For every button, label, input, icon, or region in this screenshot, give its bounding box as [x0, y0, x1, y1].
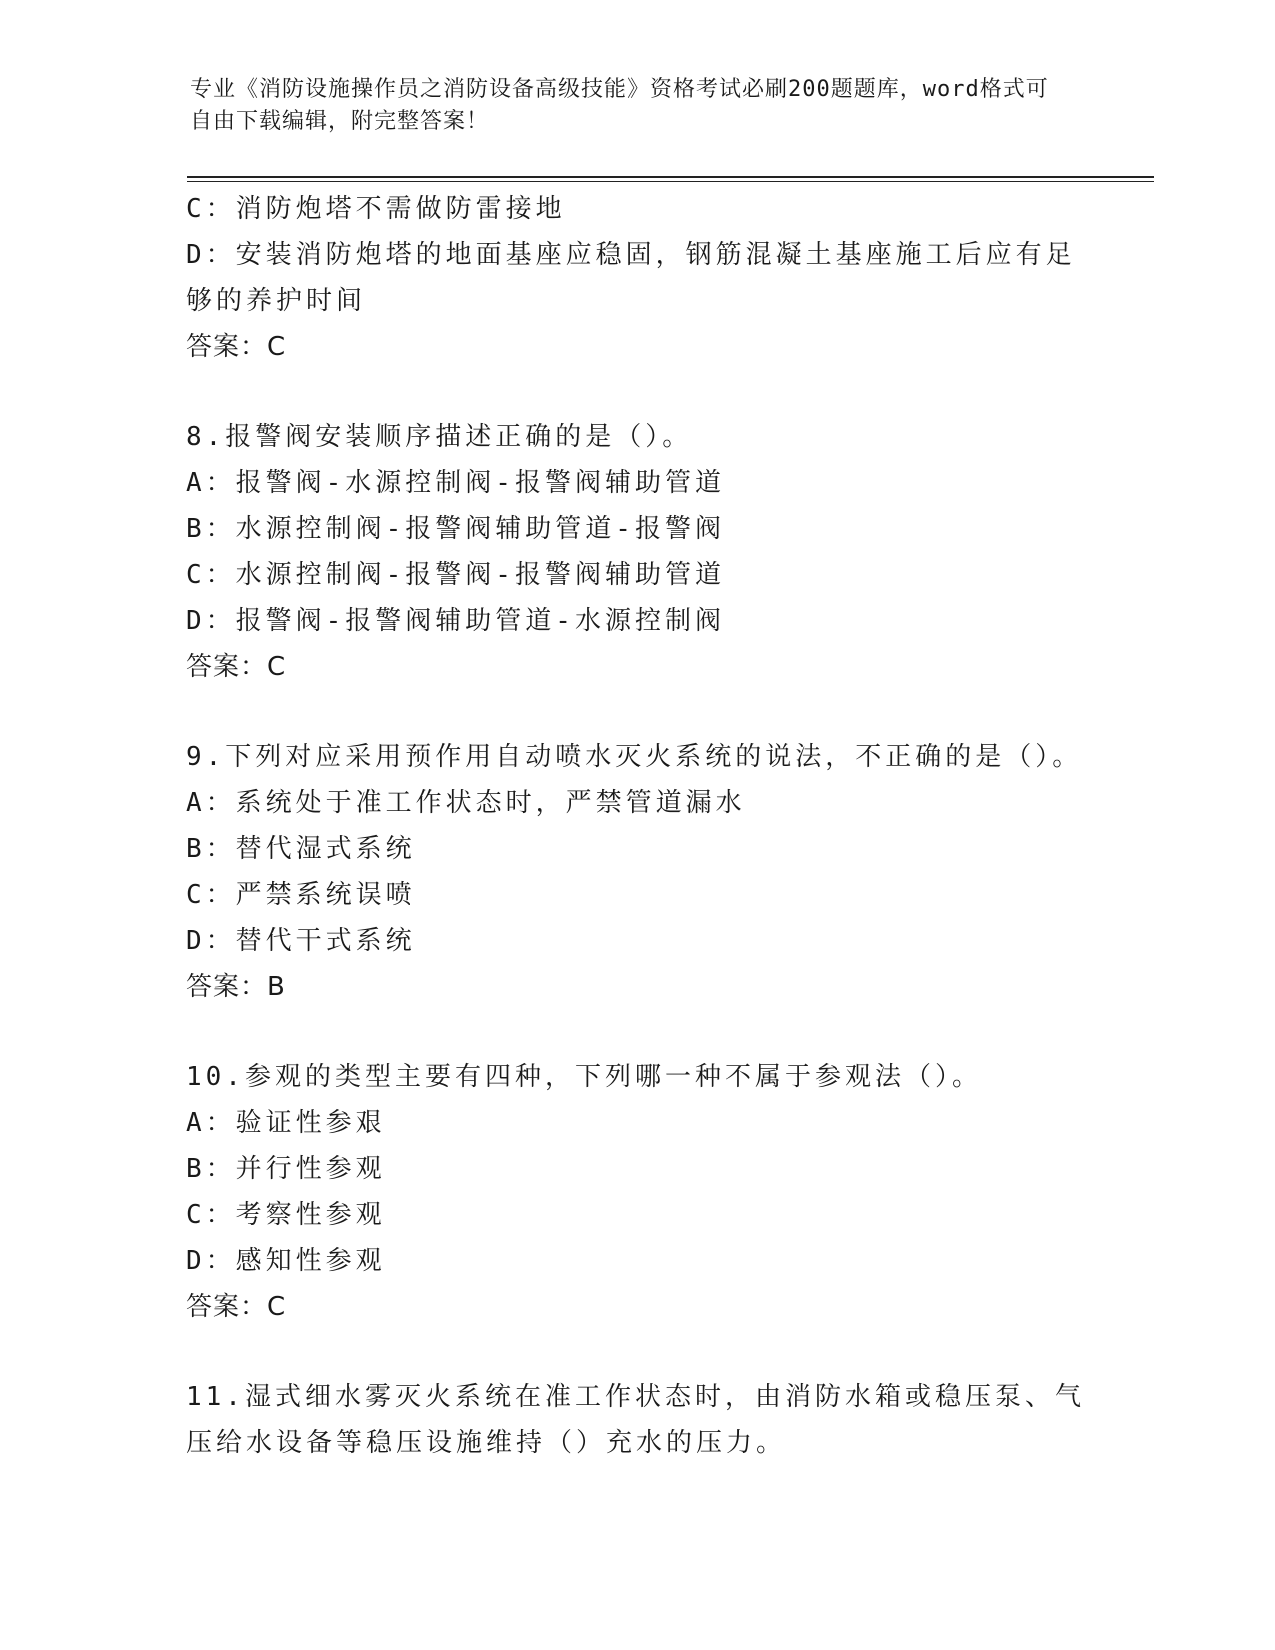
option-b: B：替代湿式系统: [186, 834, 416, 864]
partial-question-block: [186, 186, 1086, 370]
option-a: A：验证性参艰: [186, 1108, 386, 1138]
option-c: C：水源控制阀-报警阀-报警阀辅助管道: [186, 560, 725, 590]
document-body: [186, 186, 1086, 1466]
header-divider-thick: [187, 176, 1154, 178]
answer: 答案：C: [186, 332, 287, 362]
question-10: [186, 1054, 1086, 1330]
question-11: [186, 1374, 1086, 1466]
option-d: D：安装消防炮塔的地面基座应稳固，钢筋混凝土基座施工后应有足够的养护时间: [186, 240, 1076, 316]
option-b: B：并行性参观: [186, 1154, 386, 1184]
question-stem: 11.湿式细水雾灭火系统在准工作状态时，由消防水箱或稳压泵、气压给水设备等稳压设施维持（）充水的压力。: [186, 1382, 1085, 1458]
option-c: C：消防炮塔不需做防雷接地: [186, 194, 566, 224]
document-header: 专业《消防设施操作员之消防设备高级技能》资格考试必刷200题题库，word格式可自由下载编辑，附完整答案！: [190, 77, 1049, 134]
option-c: C：严禁系统误喷: [186, 880, 416, 910]
option-d: D：报警阀-报警阀辅助管道-水源控制阀: [186, 606, 725, 636]
option-a: A：报警阀-水源控制阀-报警阀辅助管道: [186, 468, 725, 498]
question-9: [186, 734, 1086, 1010]
option-c: C：考察性参观: [186, 1200, 386, 1230]
header-divider-thin: [187, 181, 1154, 182]
question-stem: 10.参观的类型主要有四种，下列哪一种不属于参观法（）。: [186, 1062, 982, 1092]
option-d: D：替代干式系统: [186, 926, 416, 956]
question-stem: 8.报警阀安装顺序描述正确的是（）。: [186, 422, 693, 452]
option-a: A：系统处于准工作状态时，严禁管道漏水: [186, 788, 746, 818]
answer: 答案：C: [186, 652, 287, 682]
answer: 答案：C: [186, 1292, 287, 1322]
question-stem: 9.下列对应采用预作用自动喷水灭火系统的说法，不正确的是（）。: [186, 742, 1083, 772]
question-8: [186, 414, 1086, 690]
option-d: D：感知性参观: [186, 1246, 386, 1276]
option-b: B：水源控制阀-报警阀辅助管道-报警阀: [186, 514, 725, 544]
answer: 答案：B: [186, 972, 286, 1002]
